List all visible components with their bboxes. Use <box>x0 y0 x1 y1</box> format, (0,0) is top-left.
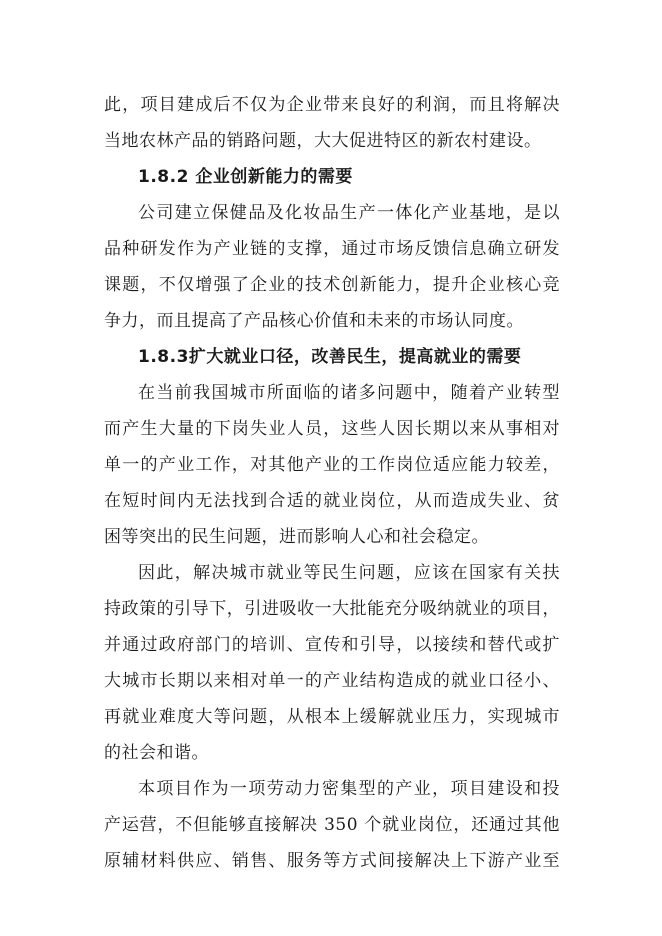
section-182-line-4: 争力，而且提高了产品核心价值和未来的市场认同度。 <box>104 311 524 331</box>
section-183-p1-line-1: 在当前我国城市所面临的诸多问题中，随着产业转型 <box>138 383 560 403</box>
section-182-line-2: 品种研发作为产业链的支撑，通过市场反馈信息确立研发 <box>104 239 560 259</box>
section-183-p2-line-3: 并通过政府部门的培训、宣传和引导，以接续和替代或扩 <box>104 635 560 655</box>
section-183-p3-line-3: 原辅材料供应、销售、服务等方式间接解决上下游产业至 <box>104 851 560 871</box>
section-182-line-3: 课题，不仅增强了企业的技术创新能力，提升企业核心竞 <box>104 275 560 295</box>
section-182-line-1: 公司建立保健品及化妆品生产一体化产业基地，是以 <box>138 203 560 223</box>
section-183-p2-line-5: 再就业难度大等问题，从根本上缓解就业压力，实现城市 <box>104 707 560 727</box>
section-183-p1-line-4: 在短时间内无法找到合适的就业岗位，从而造成失业、贫 <box>104 491 560 511</box>
section-183-p3-line-2: 产运营，不但能够直接解决 350 个就业岗位，还通过其他 <box>104 815 560 835</box>
section-183-p3-line-1: 本项目作为一项劳动力密集型的产业，项目建设和投 <box>138 779 560 799</box>
intro-line-1: 此，项目建成后不仅为企业带来良好的利润，而且将解决 <box>104 95 560 115</box>
section-183-p1-line-3: 单一的产业工作，对其他产业的工作岗位适应能力较差， <box>104 455 560 475</box>
section-183-p1-line-2: 而产生大量的下岗失业人员，这些人因长期以来从事相对 <box>104 419 560 439</box>
section-heading-1-8-3: 1.8.3扩大就业口径，改善民生，提高就业的需要 <box>138 347 522 367</box>
section-heading-1-8-2: 1.8.2 企业创新能力的需要 <box>138 167 353 187</box>
section-183-p2-line-2: 持政策的引导下，引进吸收一大批能充分吸纳就业的项目， <box>104 599 560 619</box>
section-183-p2-line-1: 因此，解决城市就业等民生问题，应该在国家有关扶 <box>138 563 560 583</box>
section-183-p2-line-6: 的社会和谐。 <box>104 743 209 763</box>
intro-line-2: 当地农林产品的销路问题，大大促进特区的新农村建设。 <box>104 131 542 151</box>
section-183-p1-line-5: 困等突出的民生问题，进而影响人心和社会稳定。 <box>104 527 489 547</box>
section-183-p2-line-4: 大城市长期以来相对单一的产业结构造成的就业口径小、 <box>104 671 560 691</box>
